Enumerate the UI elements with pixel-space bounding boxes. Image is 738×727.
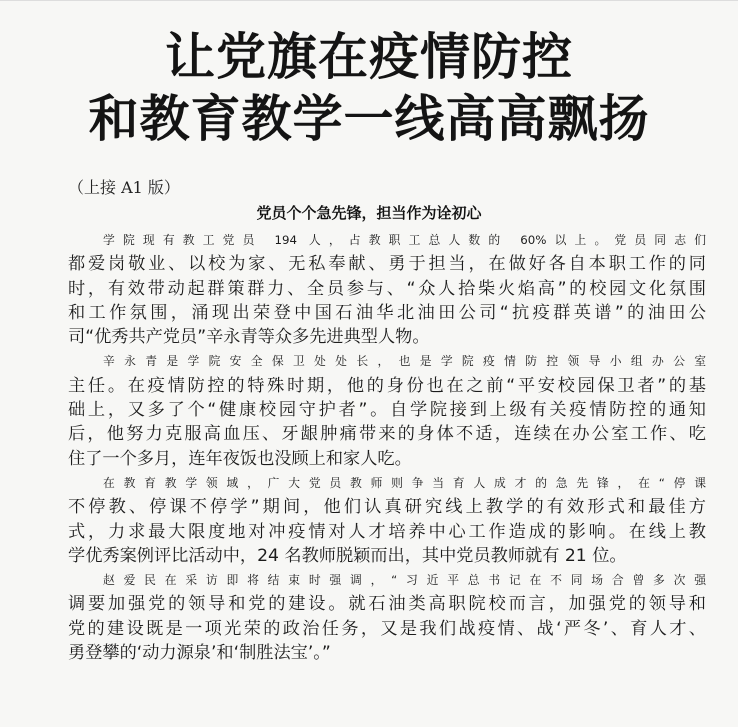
paragraph-line: 赵爱民在采访即将结束时强调，“习近平总书记在不同场合曾多次强: [103, 573, 706, 588]
article-paragraph: [68, 349, 706, 470]
paragraph-line: 辛永青是学院安全保卫处处长，也是学院疫情防控领导小组办公室: [103, 354, 706, 369]
paragraph-line: 后，他努力克服高血压、牙龈肿痛带来的身体不适，连续在办公室工作、吃: [68, 424, 706, 445]
article-paragraph: [68, 568, 706, 665]
paragraph-line: 式，力求最大限度地对冲疫情对人才培养中心工作造成的影响。在线上教: [68, 521, 706, 542]
section-subheading: 党员个个急先锋，担当作为诠初心: [256, 204, 482, 222]
paragraph-line: 勇登攀的‘动力源泉’和‘制胜法宝’。”: [68, 643, 331, 664]
paragraph-line: 都爱岗敬业、以校为家、无私奉献、勇于担当，在做好各自本职工作的同: [68, 254, 706, 275]
paragraph-line: 时，有效带动起群策群力、全员参与、“众人拾柴火焰高”的校园文化氛围: [68, 278, 706, 299]
top-edge: [0, 0, 738, 1]
paragraph-line: 主任。在疫情防控的特殊时期，他的身份也在之前“平安校园保卫者”的基: [68, 375, 706, 396]
paragraph-line: 在教育教学领域，广大党员教师则争当育人成才的急先锋，在“停课: [103, 475, 706, 490]
paragraph-line: 住了一个多月，连年夜饭也没顾上和家人吃。: [68, 448, 412, 469]
paragraph-line: 和工作氛围，涌现出荣登中国石油华北油田公司“抗疫群英谱”的油田公: [68, 302, 706, 323]
continued-from-note: （上接 A1 版）: [68, 178, 180, 197]
article-paragraph: [68, 228, 706, 349]
paragraph-line: 调要加强党的领导和党的建设。就石油类高职院校而言，加强党的领导和: [68, 594, 706, 615]
paragraph-line: 司“优秀共产党员”辛永青等众多先进典型人物。: [68, 327, 430, 348]
article-body: [68, 228, 706, 665]
paragraph-line: 不停教、停课不停学”期间，他们认真研究线上教学的有效形式和最佳方: [68, 497, 706, 518]
paragraph-line: 础上，又多了个“健康校园守护者”。自学院接到上级有关疫情防控的通知: [68, 400, 706, 421]
paragraph-line: 学优秀案例评比活动中，24 名教师脱颖而出，其中党员教师就有 21 位。: [68, 545, 627, 566]
paragraph-line: 党的建设既是一项光荣的政治任务，又是我们战疫情、战‘严冬’、育人才、: [68, 618, 706, 639]
headline-line-1: 让党旗在疫情防控: [165, 27, 573, 86]
headline-line-2: 和教育教学一线高高飘扬: [88, 89, 650, 148]
headline: [0, 26, 738, 150]
article-paragraph: [68, 471, 706, 568]
paragraph-line: 学院现有教工党员 194 人，占教职工总人数的 60%以上。党员同志们: [103, 233, 706, 247]
